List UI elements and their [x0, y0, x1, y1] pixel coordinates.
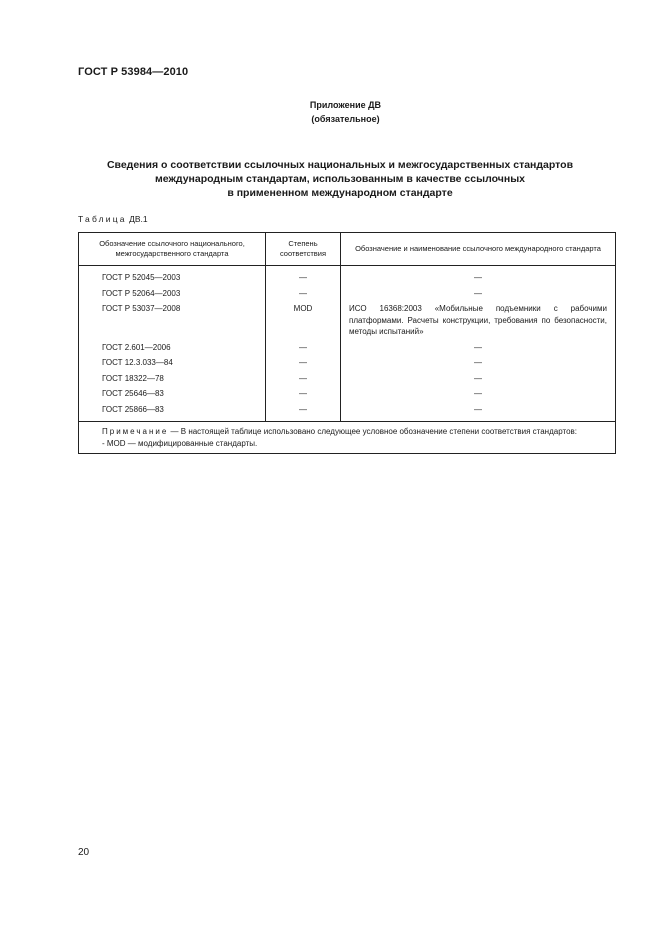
cell-degree: — — [266, 266, 341, 286]
cell-international: — — [341, 286, 616, 302]
section-title — [60, 158, 620, 200]
table-note — [79, 422, 616, 454]
appendix-heading — [0, 98, 661, 126]
note-paragraph — [85, 426, 609, 438]
note-list-item: - MOD — модифицированные стандарты. — [102, 438, 258, 448]
table-row — [79, 355, 616, 371]
cell-standard: ГОСТ Р 52045—2003 — [79, 266, 266, 286]
cell-standard: ГОСТ 2.601—2006 — [79, 340, 266, 356]
cell-international: — — [341, 371, 616, 387]
note-text: — В настоящей таблице использовано следующее условное обозначение степени соответствия стандартов: — [168, 427, 577, 436]
cell-degree: — — [266, 371, 341, 387]
standards-correspondence-table — [78, 232, 616, 454]
table-caption — [78, 214, 148, 224]
table-row — [79, 371, 616, 387]
table-note-row — [79, 422, 616, 454]
table-row — [79, 266, 616, 286]
cell-standard: ГОСТ 25646—83 — [79, 386, 266, 402]
section-title-line: в примененном международном стандарте — [227, 187, 453, 199]
cell-degree: — — [266, 355, 341, 371]
cell-degree: — — [266, 402, 341, 422]
table-header-row — [79, 233, 616, 266]
table-row — [79, 402, 616, 422]
table-row — [79, 286, 616, 302]
table-caption-label: Таблица — [78, 214, 127, 224]
table-row — [79, 301, 616, 340]
appendix-status: (обязательное) — [311, 114, 380, 124]
cell-degree: — — [266, 286, 341, 302]
page-number: 20 — [78, 847, 90, 858]
table-caption-number: ДВ.1 — [129, 214, 148, 224]
cell-degree: MOD — [266, 301, 341, 340]
table-row — [79, 340, 616, 356]
document-code: ГОСТ Р 53984—2010 — [78, 66, 189, 78]
cell-international: — — [341, 402, 616, 422]
cell-international: — — [341, 355, 616, 371]
note-label: Примечание — [102, 427, 169, 436]
section-title-line: международным стандартам, использованным в качестве ссылочных — [154, 173, 525, 185]
section-title-line: Сведения о соответствии ссылочных национальных и межгосударственных стандартов — [106, 159, 574, 171]
cell-degree: — — [266, 340, 341, 356]
cell-standard: ГОСТ 18322—78 — [79, 371, 266, 387]
cell-international: — — [341, 386, 616, 402]
cell-international: — — [341, 266, 616, 286]
cell-standard: ГОСТ 25866—83 — [79, 402, 266, 422]
appendix-title: Приложение ДВ — [309, 100, 382, 110]
cell-international: ИСО 16368:2003 «Мобильные подъемники с рабочими платформами. Расчеты конструкции, требования по безопасности, методы испытаний» — [341, 301, 616, 340]
cell-degree: — — [266, 386, 341, 402]
table-row — [79, 386, 616, 402]
cell-international: — — [341, 340, 616, 356]
cell-standard: ГОСТ 12.3.033—84 — [79, 355, 266, 371]
cell-standard: ГОСТ Р 53037—2008 — [79, 301, 266, 340]
cell-standard: ГОСТ Р 52064—2003 — [79, 286, 266, 302]
header-international: Обозначение и наименование ссылочного международного стандарта — [341, 233, 616, 266]
header-degree: Степень соответствия — [266, 233, 341, 266]
header-standard: Обозначение ссылочного национального, межгосударственного стандарта — [79, 233, 266, 266]
